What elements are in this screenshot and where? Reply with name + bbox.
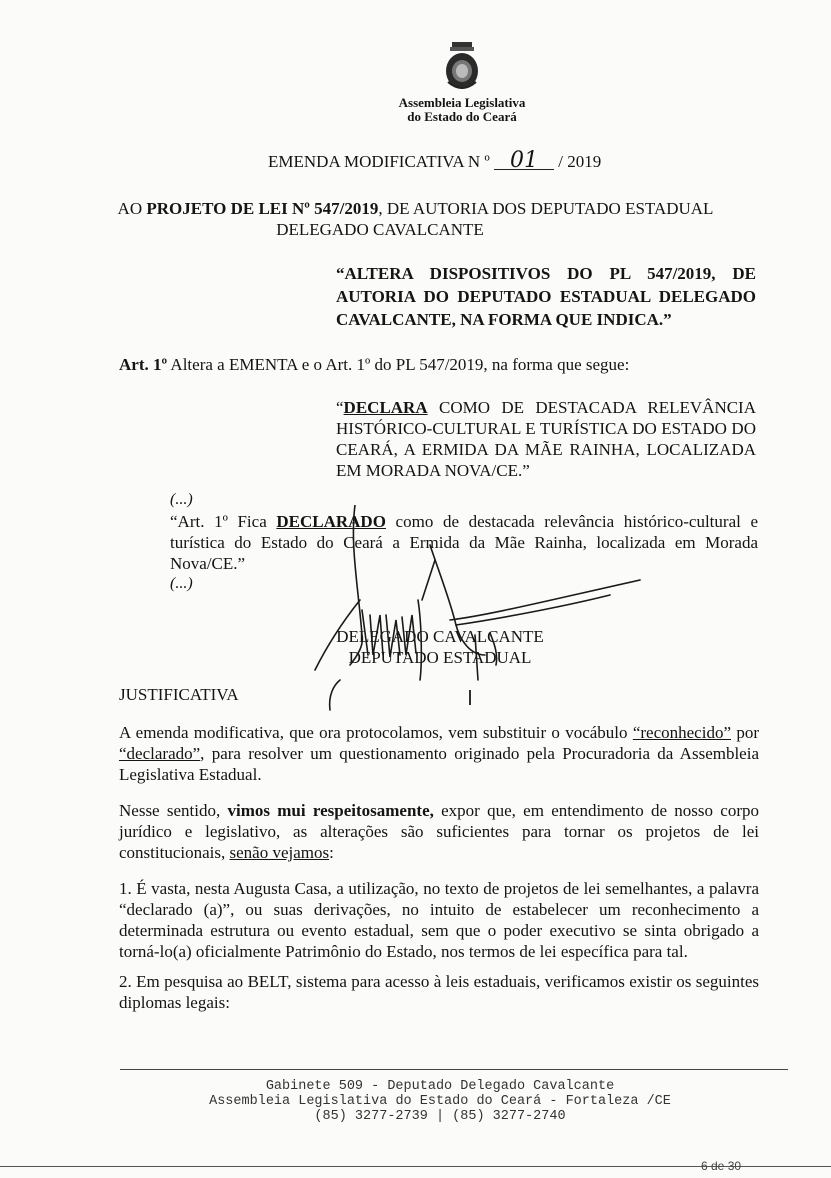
footer-divider [120,1069,788,1070]
title-suffix: / 2019 [558,152,602,171]
project-prefix: AO [117,199,147,218]
org-name-line1: Assembleia Legislativa [398,95,526,110]
amendment-number: 01 [494,153,554,170]
article-1 [119,355,629,375]
justification-item-2: 2. Em pesquisa ao BELT, sistema para acesso à leis estaduais, verificamos existir os seguintes diplomas legais: [119,972,759,1012]
new-ementa-rest: COMO DE DESTACADA RELEVÂNCIA HISTÓRICO-CULTURAL E TURÍSTICA DO ESTADO DO CEARÁ, A ERMIDA DA MÃE RAINHA, LOCALIZADA EM MORADA NOVA/CE.” [336,398,756,480]
quote-prefix: “Art. 1º Fica [170,512,277,531]
coat-of-arms-icon [442,42,482,92]
footer-line-3: (85) 3277-2739 | (85) 3277-2740 [314,1109,566,1124]
page-number: 6 de 30 [701,1159,742,1173]
p2-bold-phrase: vimos mui respeitosamente, [227,801,434,820]
declarado-keyword: DECLARADO [276,512,386,531]
project-author-text: , DE AUTORIA DOS DEPUTADO ESTADUAL [378,199,714,218]
footer-line-2: Assembleia Legislativa do Estado do Ceará - Fortaleza /CE [209,1094,671,1109]
declara-keyword: DECLARA [343,398,428,417]
justification-paragraph-2 [119,800,759,863]
document-title [268,148,602,173]
title-prefix: EMENDA MODIFICATIVA N º [268,152,490,171]
p1-part-a: A emenda modificativa, que ora protocolamos, vem substituir o vocábulo [119,723,633,742]
project-bill-number: PROJETO DE LEI Nº 547/2019 [146,199,379,218]
signatory-role: DEPUTADO ESTADUAL [348,648,532,667]
ementa-text: “ALTERA DISPOSITIVOS DO PL 547/2019, DE AUTORIA DO DEPUTADO ESTADUAL DELEGADO CAVALCANTE, NA FORMA QUE INDICA.” [336,264,756,329]
declarado-word: “declarado” [119,744,201,763]
article-1-text: Altera a EMENTA e o Art. 1º do PL 547/2019, na forma que segue: [167,355,630,374]
p2-part-b: expor que, em entendimento de nosso corpo jurídico e legislativo, as alterações são suficientes para tornar os projetos de lei constitucionais, [119,801,759,862]
org-name-line2: do Estado do Ceará [407,109,517,124]
ellipsis-bottom: (...) [170,575,193,592]
p2-underlined-phrase: senão vejamos [229,843,330,862]
project-reference-line2: DELEGADO CAVALCANTE [276,220,484,239]
open-quote: “ [336,398,344,417]
article-1-label: Art. 1º [119,355,168,374]
signatory-name: DELEGADO CAVALCANTE [336,627,544,646]
project-reference-line1 [0,199,831,219]
p1-part-b: por [731,723,759,742]
reconhecido-word: “reconhecido” [632,723,732,742]
handwritten-signature [310,505,650,715]
justification-item-1: 1. É vasta, nesta Augusta Casa, a utilização, no texto de projetos de lei semelhantes, a palavra “declarado (a)”, ou suas derivações, no intuito de estabelecer um reconhecimento a determinada estrutura ou evento estadual, sem que o poder executivo se sinta obrigado a torná-lo(a) oficialmente Patrimônio do Estado, nos termos de lei específica para tal. [119,879,759,961]
justification-title: JUSTIFICATIVA [119,685,239,704]
quote-rest: como de destacada relevância histórico-cultural e turística do Estado do Ceará a Ermida da Mãe Rainha, localizada em Morada Nova/CE.” [170,512,759,573]
p2-part-a: Nesse sentido, [119,801,228,820]
ellipsis-top: (...) [170,491,193,508]
p1-part-c: , para resolver um questionamento originado pela Procuradoria da Assembleia Legislativa Estadual. [119,744,759,784]
p2-part-c: : [329,843,334,862]
new-ementa-text [336,397,756,481]
justification-paragraph-1 [119,722,759,785]
footer-line-1: Gabinete 509 - Deputado Delegado Cavalcante [265,1079,615,1094]
